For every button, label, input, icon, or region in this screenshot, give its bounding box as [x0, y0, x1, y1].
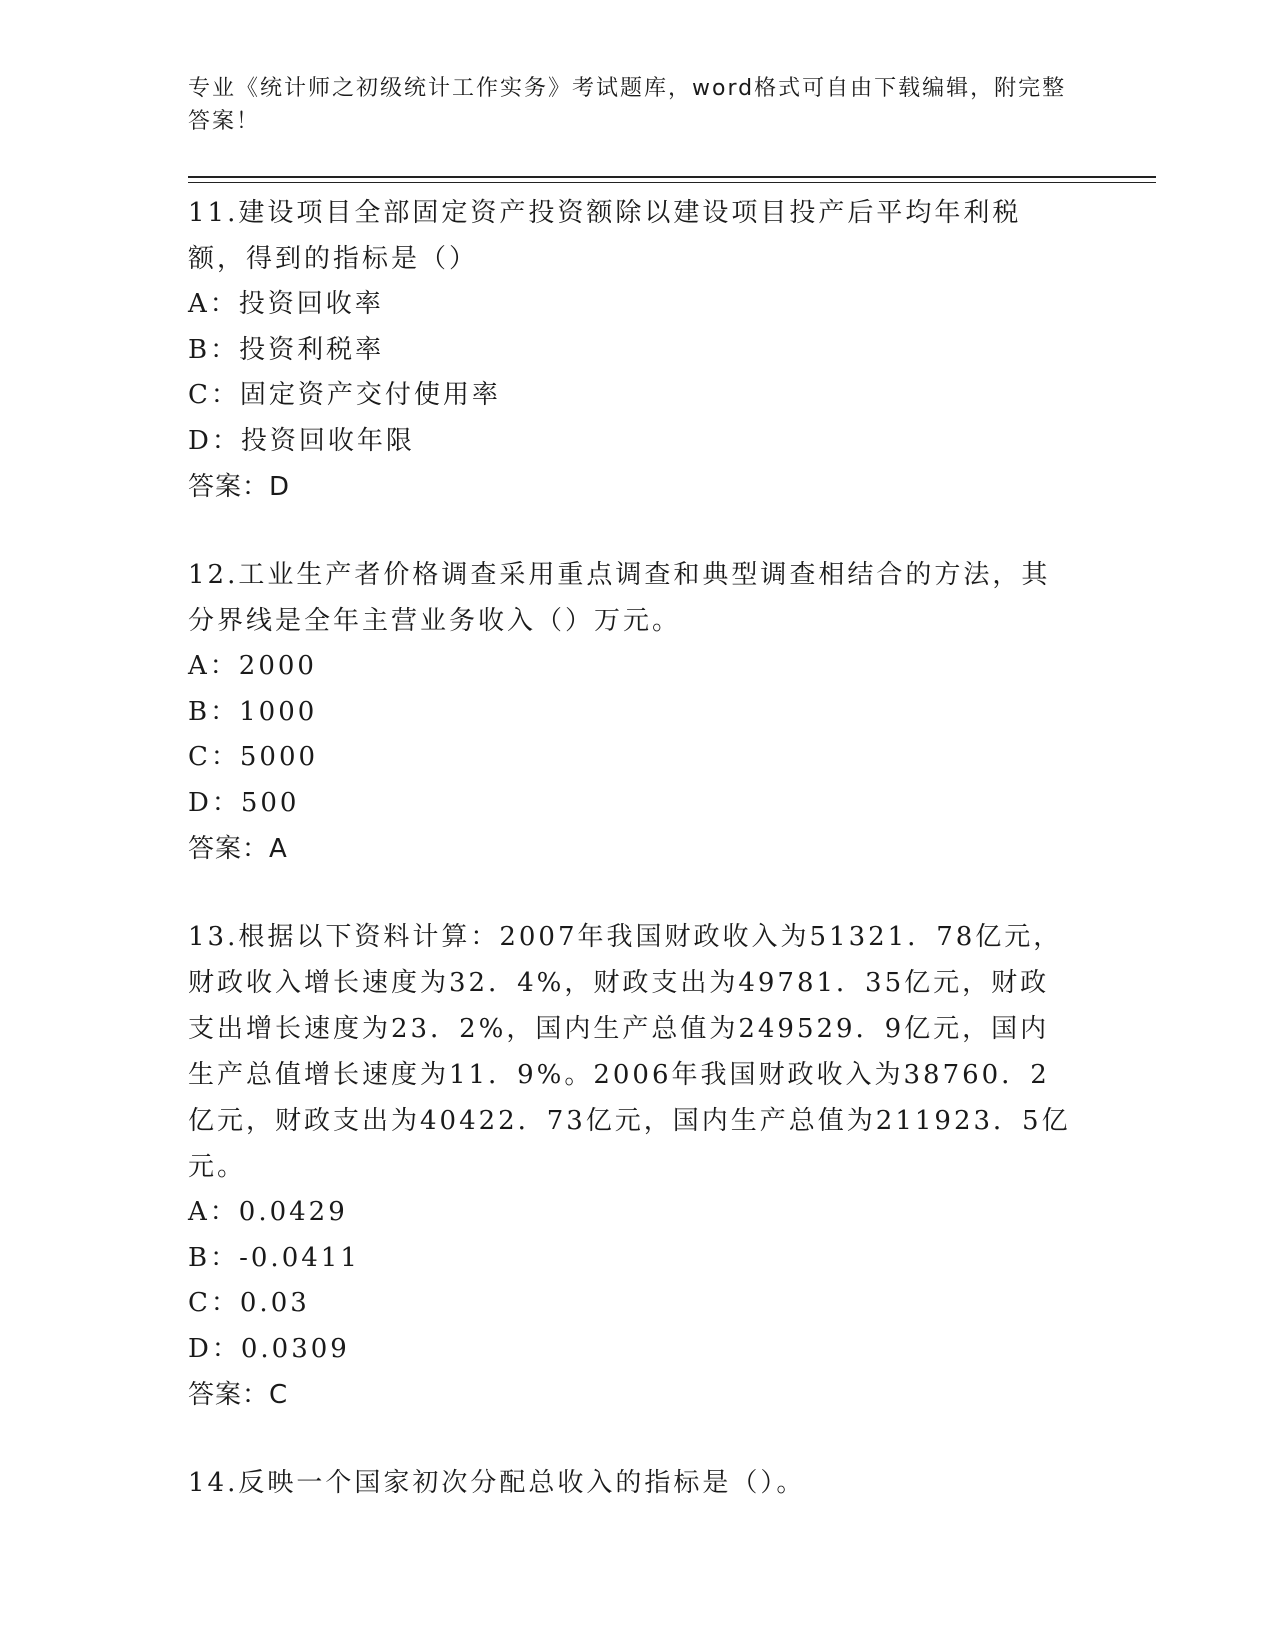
question-13 [188, 914, 1078, 1418]
option-c: C：0.03 [188, 1288, 310, 1318]
answer-line: 答案：A [188, 834, 288, 864]
page-header: 专业《统计师之初级统计工作实务》考试题库，word格式可自由下载编辑，附完整答案！ [188, 76, 1067, 134]
option-a: A：2000 [188, 651, 317, 681]
answer-line: 答案：C [188, 1380, 289, 1410]
option-d: D：500 [188, 787, 300, 818]
question-text: 13.根据以下资料计算：2007年我国财政收入为51321．78亿元，财政收入增长速度为32．4%，财政支出为49781．35亿元，财政支出增长速度为23．2%，国内生产总值为249529．9亿元，国内生产总值增长速度为11．9%。2006年我国财政收入为38760．2亿元，财政支出为40422．73亿元，国内生产总值为211923．5亿元。 [188, 922, 1071, 1182]
option-c: C：5000 [188, 742, 319, 772]
question-14 [188, 1460, 1078, 1506]
option-b: B：投资利税率 [188, 334, 385, 365]
option-d: D：0.0309 [188, 1333, 350, 1364]
answer-line: 答案：D [188, 472, 291, 502]
question-text: 12.工业生产者价格调查采用重点调查和典型调查相结合的方法，其分界线是全年主营业务收入（）万元。 [188, 560, 1051, 636]
question-text: 11.建设项目全部固定资产投资额除以建设项目投产后平均年利税额，得到的指标是（） [188, 198, 1022, 274]
option-b: B：1000 [188, 696, 318, 727]
question-list [188, 190, 1078, 1548]
header-divider-thin [188, 182, 1156, 183]
option-a: A：投资回收率 [188, 289, 384, 319]
question-text: 14.反映一个国家初次分配总收入的指标是（）。 [188, 1468, 806, 1498]
header-divider-thick [188, 176, 1156, 178]
question-11 [188, 190, 1078, 510]
question-12 [188, 552, 1078, 872]
option-d: D：投资回收年限 [188, 425, 415, 456]
option-a: A：0.0429 [188, 1197, 348, 1227]
option-b: B：-0.0411 [188, 1242, 360, 1273]
option-c: C：固定资产交付使用率 [188, 380, 501, 410]
